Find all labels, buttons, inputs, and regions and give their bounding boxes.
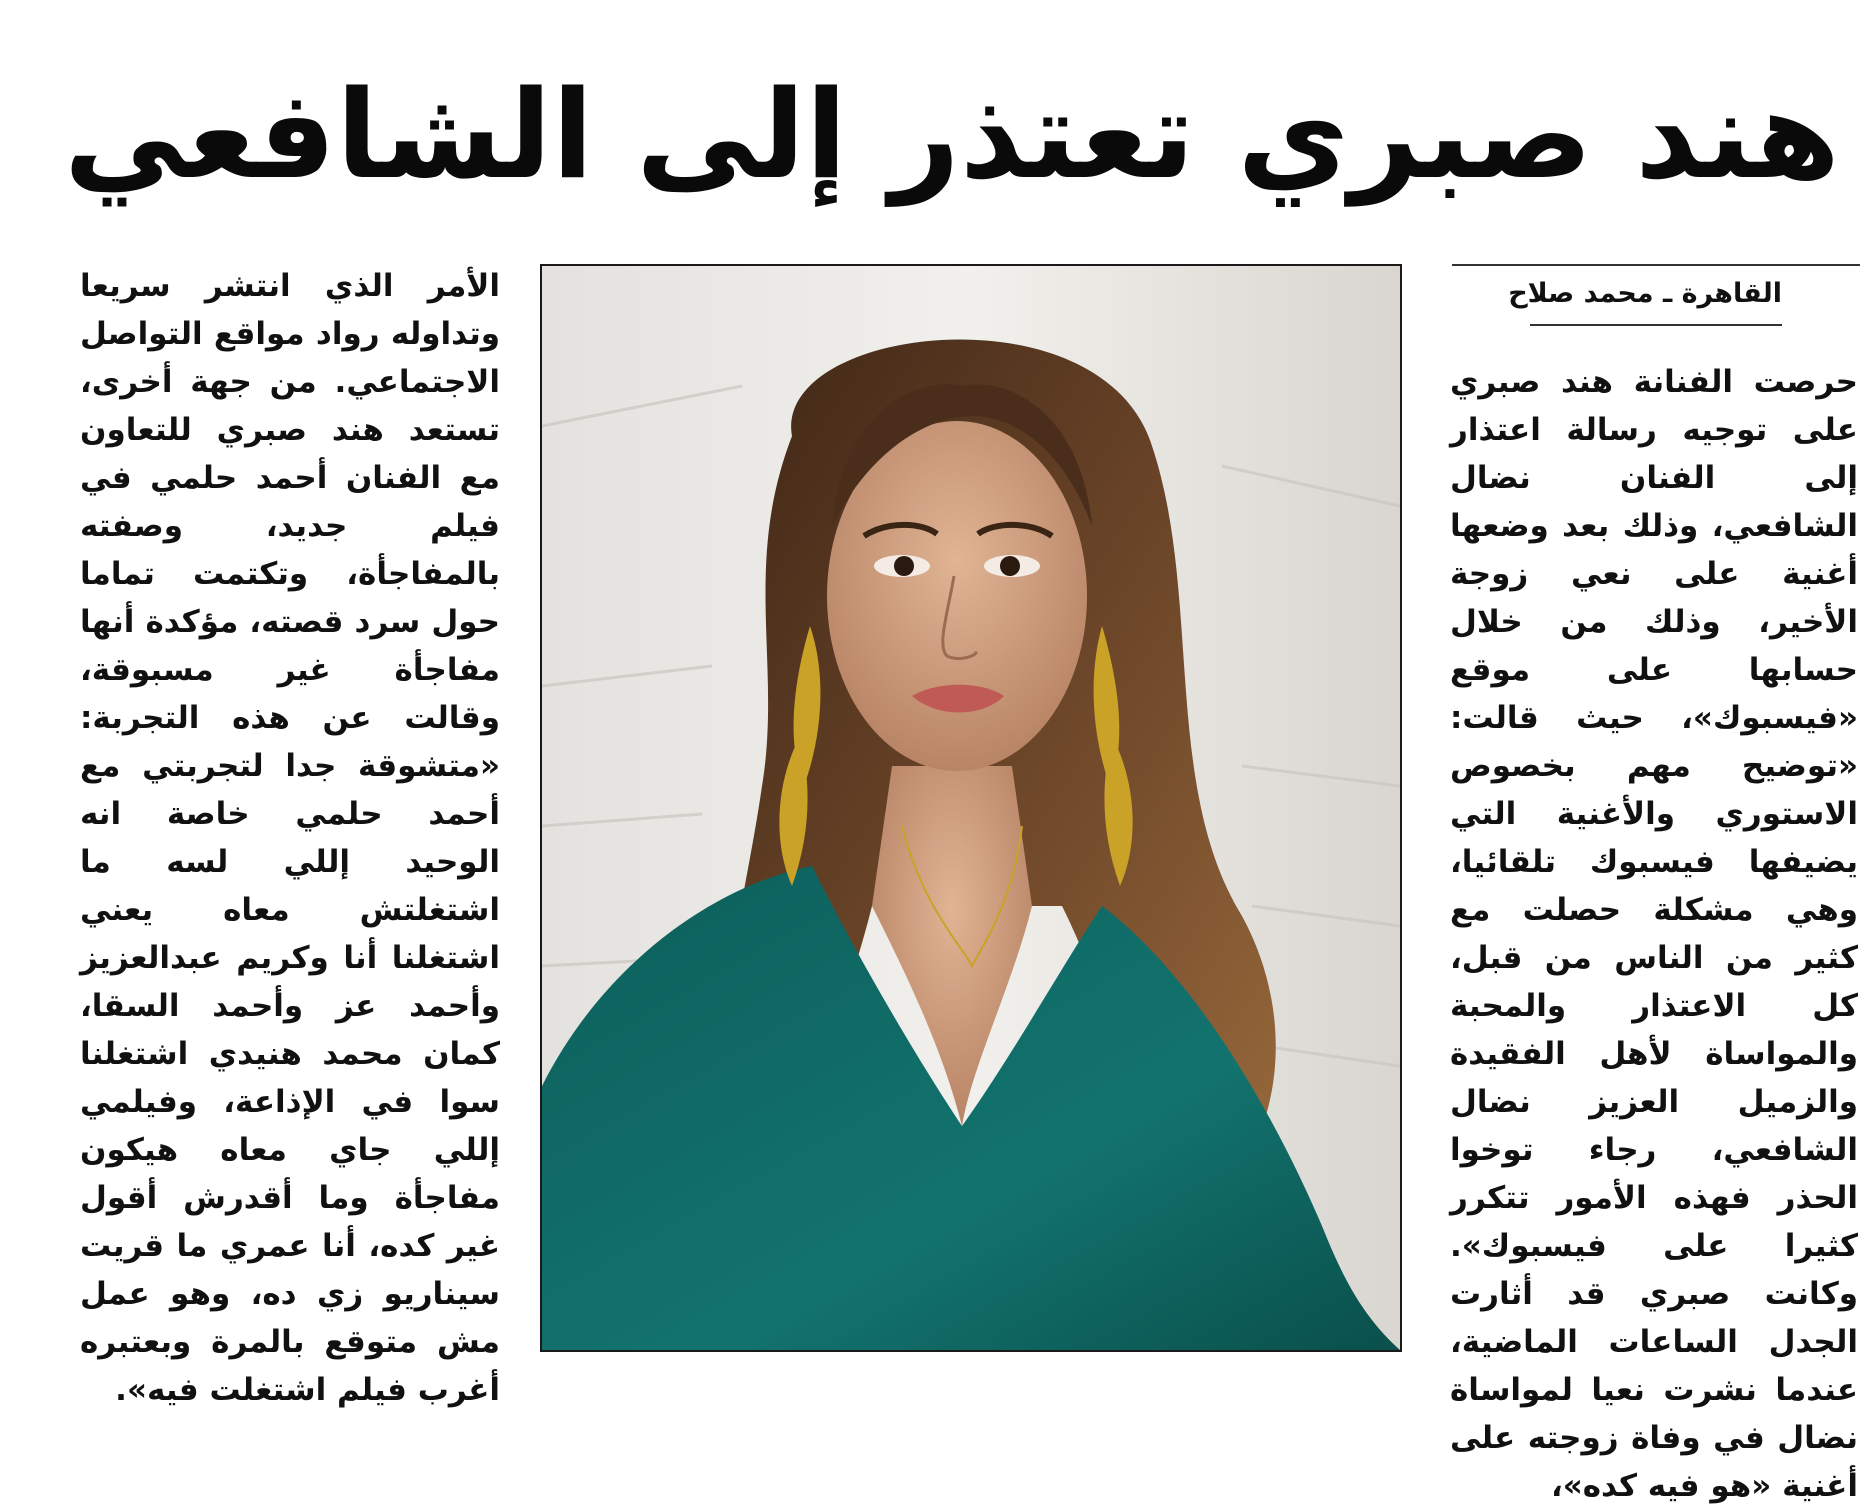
article-headline: هند صبري تعتذر إلى الشافعي <box>63 64 1840 206</box>
byline-bottom-rule <box>1530 324 1782 326</box>
article-column-right: حرصت الفنانة هند صبري على توجيه رسالة اعتذار إلى الفنان نضال الشافعي، وذلك بعد وضعها أغنية على نعي زوجة الأخير، وذلك من خلال حسابها على موقع «فيسبوك»، حيث قالت: «توضيح مهم بخصوص الاستوري والأغنية التي يضيفها فيسبوك تلقائيا، وهي مشكلة حصلت مع كثير من الناس من قبل، كل الاعتذار والمحبة والمواساة لأهل الفقيدة والزميل العزيز نضال الشافعي، رجاء توخوا الحذر فهذه الأمور تتكرر كثيرا على فيسبوك». وكانت صبري قد أثارت الجدل الساعات الماضية، عندما نشرت نعيا لمواساة نضال في وفاة زوجته على أغنية «هو فيه كده»، <box>1450 364 1858 1504</box>
byline-top-rule <box>1452 264 1860 266</box>
article-photo <box>540 264 1402 1352</box>
article-byline: القاهرة ـ محمد صلاح <box>1508 278 1782 309</box>
article-column-left: الأمر الذي انتشر سريعا وتداوله رواد مواقع التواصل الاجتماعي. من جهة أخرى، تستعد هند صبري للتعاون مع الفنان أحمد حلمي في فيلم جديد، وصفته بالمفاجأة، وتكتمت تماما حول سرد قصته، مؤكدة أنها مفاجأة غير مسبوقة، وقالت عن هذه التجربة: «متشوقة جدا لتجربتي مع أحمد حلمي خاصة انه الوحيد إللي لسه ما اشتغلتش معاه يعني اشتغلنا أنا وكريم عبدالعزيز وأحمد عز وأحمد السقا، كمان محمد هنيدي اشتغلنا سوا في الإذاعة، وفيلمي إللي جاي معاه هيكون مفاجأة وما أقدرش أقول غير كده، أنا عمري ما قريت سيناريو زي ده، وهو عمل مش متوقع بالمرة وبعتبره أغرب فيلم اشتغلت فيه». <box>80 268 500 1408</box>
